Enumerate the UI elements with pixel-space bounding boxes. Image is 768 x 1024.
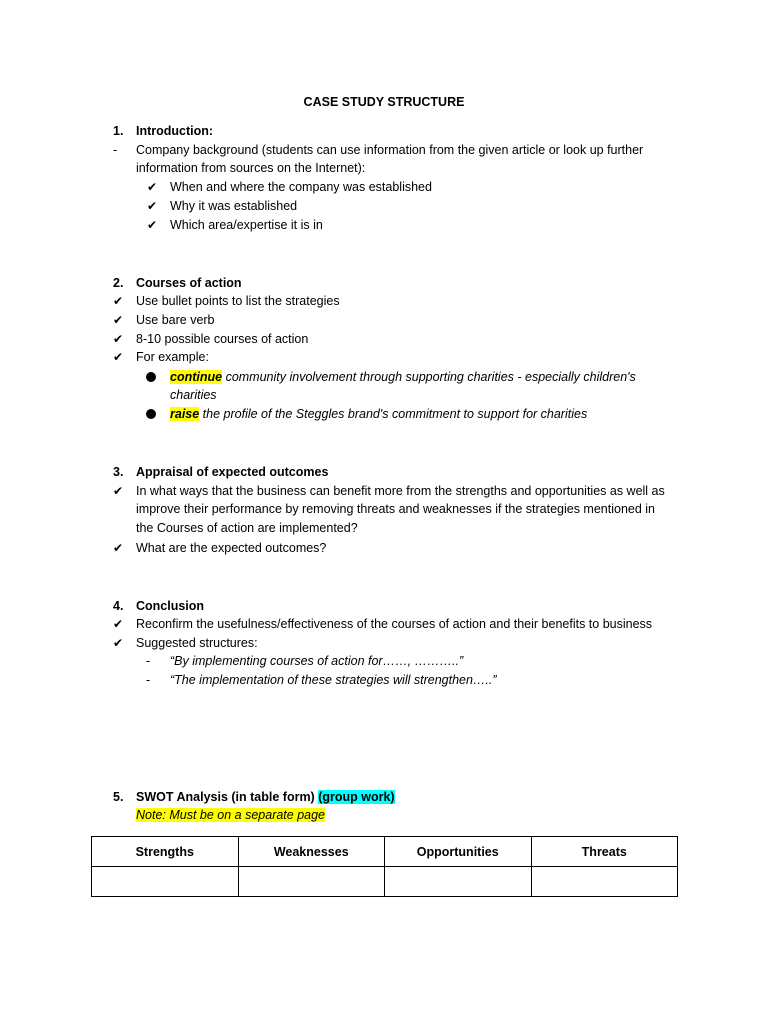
section-heading-courses-of-action: Courses of action	[136, 276, 242, 290]
note-text: Note: Must be on a separate page	[136, 808, 326, 822]
highlighted-verb: raise	[170, 407, 200, 421]
dash-marker: -	[146, 654, 151, 668]
list-item: Company background (students can use information from the given article or look up further	[136, 143, 644, 157]
bullet-icon	[146, 406, 156, 424]
example-text: community involvement through supporting charities - especially children's	[222, 370, 636, 384]
list-item: When and where the company was established	[170, 180, 432, 194]
highlighted-verb: continue	[170, 370, 223, 384]
check-icon: ✔	[147, 218, 158, 232]
list-item: improve their performance by removing threats and weaknesses if the strategies mentioned in	[136, 502, 656, 516]
dash-marker: -	[146, 673, 151, 687]
section-heading-appraisal: Appraisal of expected outcomes	[136, 465, 329, 479]
list-item: the Courses of action are implemented?	[136, 521, 358, 535]
list-item: Which area/expertise it is in	[170, 218, 323, 232]
document-title: CASE STUDY STRUCTURE	[303, 95, 465, 109]
table-cell	[238, 867, 385, 897]
list-item: Use bullet points to list the strategies	[136, 294, 340, 308]
dash-marker: -	[113, 143, 118, 157]
check-icon: ✔	[113, 332, 124, 346]
table-header-row	[92, 837, 678, 867]
check-icon: ✔	[113, 350, 124, 364]
section-number: 2.	[113, 276, 124, 290]
structure-example: “By implementing courses of action for……, ………..”	[170, 654, 464, 668]
list-item: For example:	[136, 350, 209, 364]
bullet-icon	[146, 369, 156, 387]
column-header-threats: Threats	[531, 837, 678, 867]
check-icon: ✔	[147, 199, 158, 213]
column-header-strengths: Strengths	[92, 837, 239, 867]
check-icon: ✔	[113, 541, 124, 555]
section-heading-introduction: Introduction:	[136, 124, 214, 138]
section-number: 3.	[113, 465, 124, 479]
section-number: 5.	[113, 790, 124, 804]
table-cell	[92, 867, 239, 897]
list-item: In what ways that the business can benefit more from the strengths and opportunities as well as	[136, 484, 665, 498]
example-item	[170, 405, 587, 423]
group-work-label: (group work)	[318, 790, 395, 804]
check-icon: ✔	[147, 180, 158, 194]
list-item: Reconfirm the usefulness/effectiveness of the courses of action and their benefits to business	[136, 617, 653, 631]
example-text: the profile of the Steggles brand's commitment to support for charities	[199, 407, 588, 421]
list-item: Use bare verb	[136, 313, 215, 327]
table-cell	[531, 867, 678, 897]
check-icon: ✔	[113, 294, 124, 308]
section-number: 1.	[113, 124, 124, 138]
swot-table	[91, 836, 678, 897]
separate-page-note	[136, 806, 325, 824]
example-item	[170, 368, 636, 386]
example-text-continued: charities	[170, 388, 217, 402]
swot-heading-text: SWOT Analysis (in table form)	[136, 790, 315, 804]
list-item: Suggested structures:	[136, 636, 258, 650]
list-item: 8-10 possible courses of action	[136, 332, 309, 346]
section-heading-conclusion: Conclusion	[136, 599, 205, 613]
structure-example: “The implementation of these strategies will strengthen…..”	[170, 673, 497, 687]
list-item: Why it was established	[170, 199, 298, 213]
check-icon: ✔	[113, 313, 124, 327]
list-item: What are the expected outcomes?	[136, 541, 327, 555]
column-header-weaknesses: Weaknesses	[238, 837, 385, 867]
check-icon: ✔	[113, 617, 124, 631]
list-item: information from sources on the Internet):	[136, 161, 366, 175]
column-header-opportunities: Opportunities	[385, 837, 532, 867]
check-icon: ✔	[113, 484, 124, 498]
table-cell	[385, 867, 532, 897]
table-row	[92, 867, 678, 897]
section-number: 4.	[113, 599, 124, 613]
section-heading-swot	[136, 788, 395, 806]
check-icon: ✔	[113, 636, 124, 650]
